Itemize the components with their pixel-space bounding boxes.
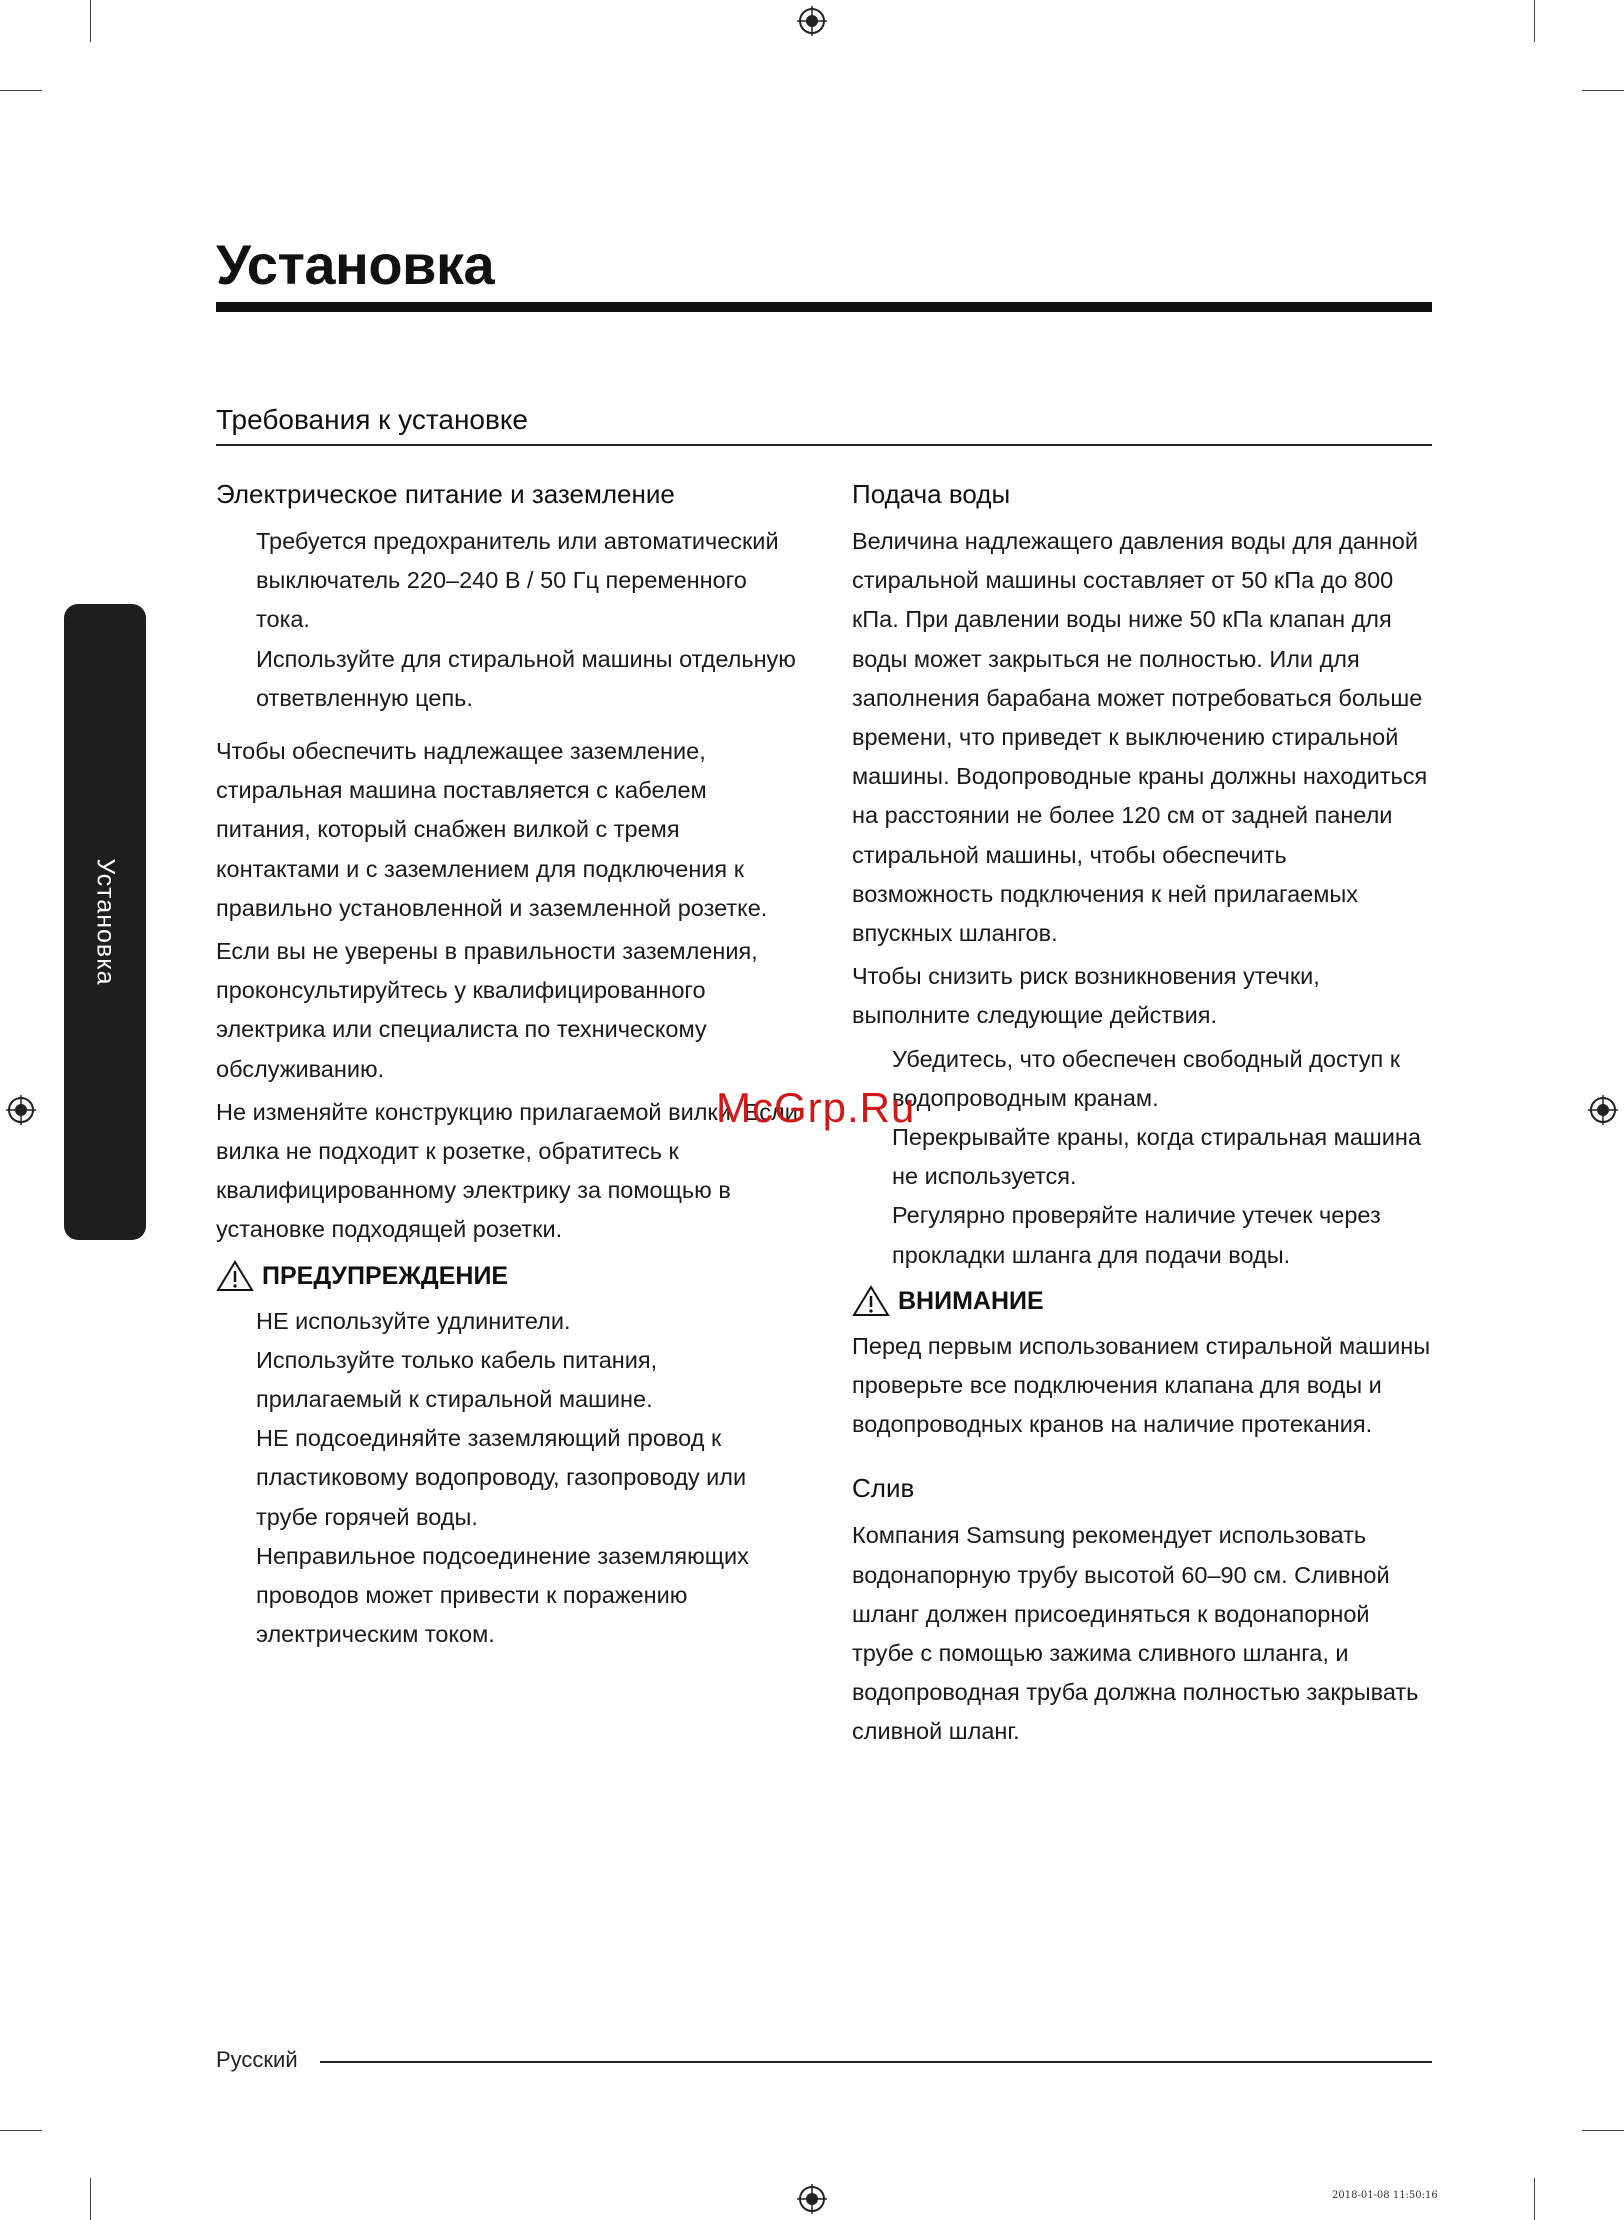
warning-bullet: НЕ подсоединяйте заземляющий провод к пластиковому водопроводу, газопроводу или трубе горячей воды.: [256, 1425, 747, 1530]
water-paragraph: Величина надлежащего давления воды для данной стиральной машины составляет от 50 кПа до 800 кПа. При давлении воды ниже 50 кПа клапан для воды может закрыться не полностью. Или для заполнения барабана может потребоваться больше времени, что приведет к выключению стиральной машины. Водопроводные краны должны находиться на расстоянии не более 120 см от задней панели стиральной машины, чтобы обеспечить возможность подключения к ней прилагаемых впускных шлангов.: [852, 528, 1428, 947]
electric-bullet: Используйте для стиральной машины отдельную ответвленную цепь.: [256, 645, 796, 711]
water-bullet: Регулярно проверяйте наличие утечек через прокладки шланга для подачи воды.: [892, 1202, 1381, 1268]
drain-heading: Слив: [852, 1473, 915, 1504]
registration-mark-icon: [1588, 1095, 1618, 1125]
registration-mark-icon: [6, 1095, 36, 1125]
right-column: [852, 472, 1432, 1752]
left-column: [216, 472, 806, 1654]
crop-mark: [90, 0, 91, 42]
warning-bullet: Используйте только кабель питания, прилагаемый к стиральной машине.: [256, 1346, 658, 1413]
caution-heading: [852, 1279, 1432, 1323]
section-rule: [216, 444, 1432, 446]
crop-mark: [1582, 90, 1624, 91]
electric-paragraph: Если вы не уверены в правильности заземления, проконсультируйтесь у квалифицированного электрика или специалиста по техническому обслуживанию.: [216, 938, 758, 1082]
footer-rule: [320, 2061, 1432, 2063]
water-heading: Подача воды: [852, 479, 1011, 509]
caution-triangle-icon: [852, 1285, 890, 1317]
caution-text: Перед первым использованием стиральной машины проверьте все подключения клапана для воды и водопроводных кранов на наличие протекания.: [852, 1332, 1431, 1438]
warning-bullet: Неправильное подсоединение заземляющих проводов может привести к поражению электрическим током.: [256, 1542, 749, 1648]
warning-triangle-icon: [216, 1260, 254, 1292]
title-rule: [216, 302, 1432, 312]
electric-paragraph: Чтобы обеспечить надлежащее заземление, стиральная машина поставляется с кабелем питания, который снабжен вилкой с тремя контактами и с заземлением для подключения к правильно установленной и заземленной розетке.: [216, 738, 768, 921]
water-paragraph: Чтобы снизить риск возникновения утечки, выполните следующие действия.: [852, 963, 1320, 1029]
registration-mark-icon: [797, 6, 827, 36]
crop-mark: [90, 2178, 91, 2220]
crop-mark: [1582, 2130, 1624, 2131]
side-tab: [64, 604, 146, 1240]
section-title: Требования к установке: [216, 404, 528, 435]
footer-language: Русский: [216, 2047, 298, 2072]
watermark: McGrp.Ru: [716, 1084, 916, 1131]
water-bullet: Убедитесь, что обеспечен свободный доступ к водопроводным кранам.: [892, 1045, 1401, 1111]
crop-mark: [1534, 2178, 1535, 2220]
print-stamp: 2018-01-08 11:50:16: [1332, 2190, 1438, 2201]
drain-text: Компания Samsung рекомендует использовать водонапорную трубу высотой 60–90 см. Сливной шланг должен присоединяться к водонапорной трубе с помощью зажима сливного шланга, и водопроводная труба должна полностью закрывать сливной шланг.: [852, 1522, 1419, 1745]
water-bullet: Перекрывайте краны, когда стиральная машина не используется.: [892, 1124, 1421, 1190]
registration-mark-icon: [797, 2184, 827, 2214]
electric-bullet: Требуется предохранитель или автоматический выключатель 220–240 В / 50 Гц переменного тока.: [256, 528, 779, 633]
warning-heading: [216, 1254, 806, 1298]
crop-mark: [1534, 0, 1535, 42]
crop-mark: [0, 2130, 42, 2131]
electric-paragraph: Не изменяйте конструкцию прилагаемой вилки. Если вилка не подходит к розетке, обратитесь к квалифицированному электрику за помощью в установке подходящей розетки.: [216, 1098, 798, 1243]
electric-heading: Электрическое питание и заземление: [216, 479, 675, 509]
warning-bullet: НЕ используйте удлинители.: [256, 1307, 571, 1334]
crop-mark: [0, 90, 42, 91]
side-tab-label: Установка: [91, 858, 120, 986]
caution-heading-text: ВНИМАНИЕ: [898, 1286, 1044, 1315]
page-title: Установка: [216, 233, 495, 296]
warning-heading-text: ПРЕДУПРЕЖДЕНИЕ: [262, 1261, 509, 1290]
